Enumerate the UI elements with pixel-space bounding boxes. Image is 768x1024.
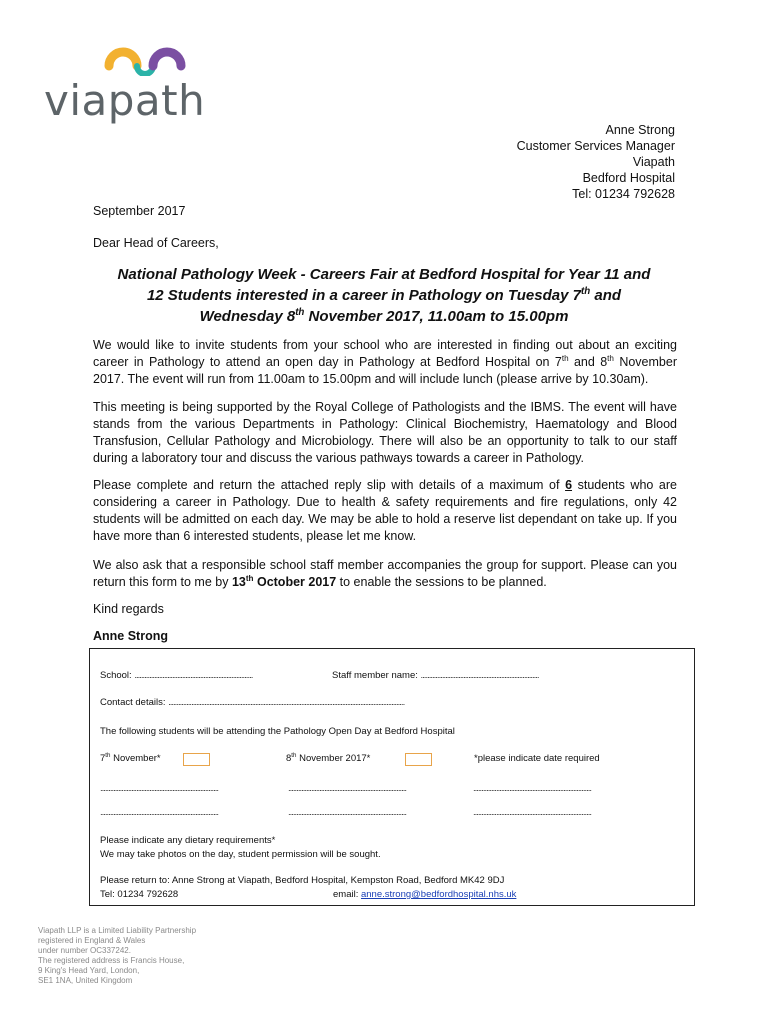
footer-line: 9 King's Head Yard, London, [38, 966, 140, 975]
date-option-8th: 8th November 2017* [286, 751, 371, 764]
sender-address [517, 122, 675, 202]
footer-line: SE1 1NA, United Kingdom [38, 976, 133, 985]
student-name-field[interactable]: ........................................................................ [288, 807, 407, 818]
email-line: email: anne.strong@bedfordhospital.nhs.uk [333, 889, 517, 900]
viapath-logo-arcs [103, 42, 193, 76]
company-footer [38, 926, 196, 986]
date-8th-checkbox[interactable] [405, 753, 432, 766]
sender-site: Bedford Hospital [582, 171, 675, 185]
student-name-field[interactable]: ........................................................................ [288, 783, 407, 794]
footer-line: Viapath LLP is a Limited Liability Partnership [38, 926, 197, 935]
closing: Kind regards [93, 602, 164, 616]
return-address: Please return to: Anne Strong at Viapath, Bedford Hospital, Kempston Road, Bedford MK42 9DJ [100, 875, 505, 886]
sender-name: Anne Strong [605, 123, 675, 137]
signer-name: Anne Strong [93, 629, 168, 643]
headline-line-2: 12 Students interested in a career in Pathology on Tuesday 7th and [146, 286, 622, 304]
footer-line: under number OC337242. [38, 946, 131, 955]
headline-line-1: National Pathology Week - Careers Fair at Bedford Hospital for Year 11 and [117, 266, 651, 283]
paragraph-invite: We would like to invite students from your school who are interested in finding out about an exciting career in Pathology to attend an open day in Pathology at Bedford Hospital on 7th and 8th November 2017. The event will run from 11.00am to 15.00pm and will include lunch (please arrive by 10.30am). [93, 338, 677, 386]
photo-notice: We may take photos on the day, student permission will be sought. [100, 849, 381, 860]
student-name-field[interactable]: ........................................................................ [100, 807, 219, 818]
school-field[interactable]: School: ........................................................................ [100, 670, 253, 681]
letter-date: September 2017 [93, 204, 186, 218]
date-option-7th: 7th November* [100, 751, 161, 764]
student-name-field[interactable]: ........................................................................ [473, 807, 592, 818]
salutation: Dear Head of Careers, [93, 236, 219, 250]
viapath-logo-text: viapath [44, 76, 206, 125]
paragraph-staff: We also ask that a responsible school staff member accompanies the group for support. Please can you return this form to me by 13th October 2017 to enable the sessions to be planned. [93, 558, 677, 589]
student-name-field[interactable]: ........................................................................ [473, 783, 592, 794]
date-7th-checkbox[interactable] [183, 753, 210, 766]
contact-details-field[interactable]: Contact details: ................................................................................................................................................ [100, 697, 405, 708]
date-note: *please indicate date required [474, 753, 600, 764]
student-name-field[interactable]: ........................................................................ [100, 783, 219, 794]
sender-org: Viapath [632, 155, 675, 169]
paragraph-reply-slip: Please complete and return the attached reply slip with details of a maximum of 6 students who are considering a career in Pathology. Due to health & safety requirements and fire regulations, only 42 students will be admitted on each day. We may be able to hold a reserve list dependant on take up. If you have more than 6 interested students, please let me know. [93, 478, 677, 543]
dietary-requirements: Please indicate any dietary requirements* [100, 835, 276, 846]
email-link[interactable]: anne.strong@bedfordhospital.nhs.uk [360, 889, 517, 900]
paragraph-support: This meeting is being supported by the Royal College of Pathologists and the IBMS. The event will have stands from the various Departments in Pathology: Clinical Biochemistry, Haematology and Blood Transfusion, Cellular Pathology and Microbiology. There will also be an opportunity to talk to our staff during a laboratory tour and discuss the various pathways towards a career in Pathology. [93, 400, 677, 465]
headline-line-3: Wednesday 8th November 2017, 11.00am to 15.00pm [199, 307, 569, 325]
sender-title: Customer Services Manager [516, 139, 675, 153]
footer-line: registered in England & Wales [38, 936, 146, 945]
students-attending-text: The following students will be attending the Pathology Open Day at Bedford Hospital [100, 726, 455, 737]
staff-member-field[interactable]: Staff member name: ........................................................................ [332, 670, 539, 681]
headline [80, 264, 688, 327]
reply-slip-form [89, 648, 695, 906]
sender-tel: Tel: 01234 792628 [572, 187, 675, 201]
footer-line: The registered address is Francis House, [38, 956, 185, 965]
return-tel: Tel: 01234 792628 [100, 889, 179, 900]
